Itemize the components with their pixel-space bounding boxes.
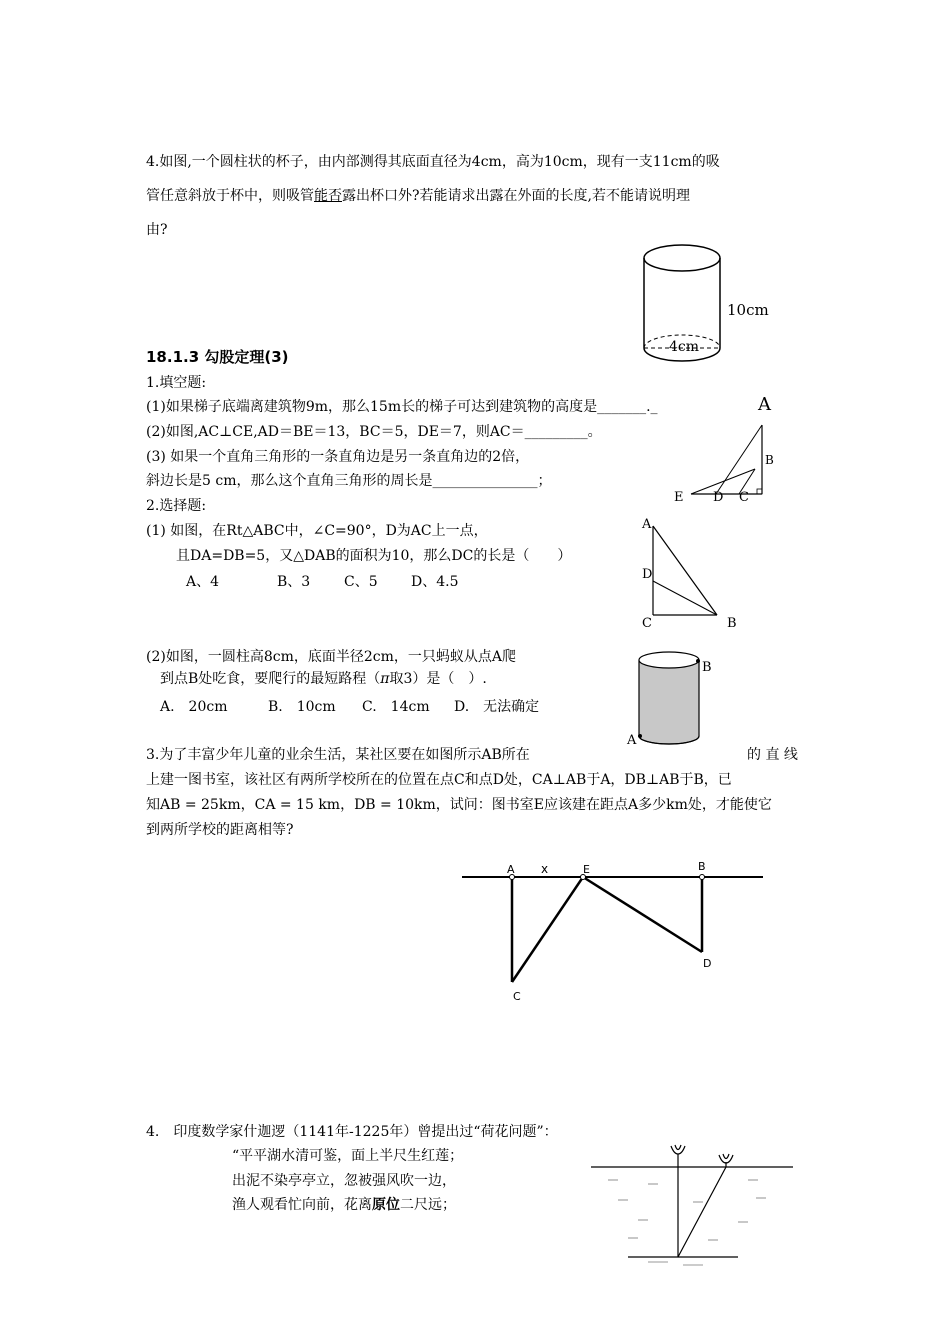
cup-cylinder-figure bbox=[640, 238, 780, 368]
cyl-point-b bbox=[696, 659, 700, 663]
choice-q1-line1: (1) 如图，在Rt△ABC中，∠C=90°，D为AC上一点， bbox=[146, 523, 488, 539]
q3-label-x: x bbox=[541, 862, 549, 876]
q3-line1-pre: 3.为了丰富少年儿童的业余生活，某社区要在如图所示AB所在 bbox=[146, 747, 530, 763]
q3-label-e: E bbox=[583, 863, 590, 876]
q3-line2: 上建一图书室，该社区有两所学校所在的位置在点C和点D处，CA⊥AB于A，DB⊥AB于B，已 bbox=[146, 772, 732, 788]
choice-q1-line2: 且DA=DB=5，又△DAB的面积为10，那么DC的长是（ ） bbox=[176, 548, 572, 564]
stem-blown bbox=[678, 1167, 726, 1257]
tri-label-c: C bbox=[642, 616, 652, 631]
q4-top-line1: 4.如图,一个圆柱状的杯子，由内部测得其底面直径为4cm，高为10cm，现有一支11cm的吸 bbox=[146, 154, 720, 170]
choice-q2-line2 bbox=[160, 669, 487, 689]
cyl-label-a: A bbox=[627, 733, 637, 748]
choice-q2-line2-post: 取3）是（ ）. bbox=[389, 671, 487, 687]
choice-q2-line2-pre: 到点B处吃食，要爬行的最短路程（ bbox=[160, 671, 381, 687]
tri-label-b: B bbox=[727, 616, 737, 631]
choice-q1-option-a: A、4 bbox=[186, 574, 220, 590]
tri-label-d: D bbox=[642, 567, 653, 582]
section-number: 18.1.3 bbox=[146, 348, 200, 366]
fill-q1: (1)如果梯子底端离建筑物9m，那么15m长的梯子可达到建筑物的高度是_______._ bbox=[146, 399, 658, 415]
fig-label-a: A bbox=[758, 394, 771, 415]
choice-q1-triangle-figure bbox=[635, 510, 755, 635]
choice-q2-line1: (2)如图，一圆柱高8cm，底面半径2cm，一只蚂蚁从点A爬 bbox=[146, 649, 516, 665]
fig-label-e: E bbox=[674, 490, 684, 505]
lotus-blown-icon bbox=[719, 1154, 733, 1163]
q3-line4: 到两所学校的距离相等? bbox=[146, 822, 294, 838]
cyl-top bbox=[639, 652, 699, 668]
cyl-point-a bbox=[638, 734, 642, 738]
q3-library-figure bbox=[460, 855, 770, 1005]
pi-symbol: π bbox=[380, 671, 390, 687]
q4-top-line2-underlined: 能否 bbox=[314, 188, 342, 204]
fill-q2: (2)如图,AC⊥CE,AD＝BE＝13，BC＝5，DE＝7，则AC＝_________。 bbox=[146, 424, 602, 440]
choice-q2-option-a: A. 20cm bbox=[160, 699, 228, 715]
fig-right-angle bbox=[757, 489, 762, 494]
q3-line-ed bbox=[583, 877, 702, 952]
q4-line1: 4. 印度数学家什迦逻（1141年-1225年）曾提出过“荷花问题”： bbox=[146, 1124, 558, 1140]
tri-db bbox=[653, 581, 717, 615]
choice-q1-option-d: D、4.5 bbox=[411, 574, 459, 590]
cup-height-label: 10cm bbox=[727, 301, 769, 319]
q4-top-line3: 由? bbox=[146, 222, 168, 238]
cup-top-ellipse bbox=[644, 245, 720, 271]
q4-top-line2-post: 露出杯口外?若能请求出露在外面的长度,若不能请说明理 bbox=[342, 188, 690, 204]
water-ripples bbox=[608, 1180, 766, 1265]
fig-label-d: D bbox=[713, 490, 724, 505]
tri-ab bbox=[653, 526, 717, 615]
fill-q3-line2: 斜边长是5 cm，那么这个直角三角形的周长是_______________； bbox=[146, 473, 552, 489]
q3-label-d: D bbox=[703, 957, 712, 970]
q3-line1-post: 的 直 线 bbox=[747, 747, 798, 763]
fig-label-b: B bbox=[765, 453, 774, 467]
cyl-label-b: B bbox=[702, 660, 712, 675]
lotus-upright-icon bbox=[671, 1145, 685, 1154]
choice-q1-option-b: B、3 bbox=[277, 574, 311, 590]
choice-heading: 2.选择题: bbox=[146, 498, 207, 514]
choice-q2-cylinder-figure bbox=[620, 648, 720, 748]
q4-poem-line3-post: 二尺远； bbox=[400, 1197, 456, 1213]
section-title-text: 勾股定理(3) bbox=[204, 348, 289, 366]
q4-top-line2 bbox=[146, 186, 690, 206]
fill-q3-line1: (3) 如果一个直角三角形的一条直角边是另一条直角边的2倍， bbox=[146, 449, 530, 465]
q3-point-b bbox=[700, 875, 705, 880]
q3-line-ce bbox=[512, 877, 583, 982]
cyl-body-cover bbox=[639, 660, 699, 736]
choice-q1-option-c: C、5 bbox=[344, 574, 378, 590]
q4-poem-line3-pre: 渔人观看忙向前，花离 bbox=[232, 1197, 372, 1213]
q3-label-b: B bbox=[698, 860, 706, 873]
q3-line3: 知AB = 25km，CA = 15 km，DB = 10km，试问：图书室E应该建在距点A多少km处，才能使它 bbox=[146, 797, 772, 813]
cup-diameter-label: 4cm bbox=[669, 339, 700, 355]
q3-label-c: C bbox=[513, 990, 521, 1003]
fig-line-ad bbox=[716, 425, 762, 494]
q4-poem-line2: 出泥不染亭亭立，忽被强风吹一边， bbox=[232, 1173, 456, 1189]
fig-label-c: C bbox=[739, 490, 749, 505]
fill-heading: 1.填空题: bbox=[146, 375, 207, 391]
choice-q2-option-c: C. 14cm bbox=[362, 699, 430, 715]
choice-q2-option-d: D. 无法确定 bbox=[454, 699, 540, 715]
q4-poem-line3-bold: 原位 bbox=[372, 1197, 400, 1213]
q4-poem-line3 bbox=[232, 1195, 456, 1215]
q4-poem-line1: “平平湖水清可鉴，面上半尺生红莲； bbox=[232, 1148, 464, 1164]
section-title bbox=[146, 347, 289, 367]
choice-q2-option-b: B. 10cm bbox=[268, 699, 336, 715]
lotus-figure bbox=[588, 1140, 798, 1270]
fill-triangle-figure bbox=[665, 392, 785, 507]
tri-label-a: A bbox=[642, 517, 652, 532]
q4-top-line2-pre: 管任意斜放于杯中，则吸管 bbox=[146, 188, 314, 204]
q3-label-a: A bbox=[507, 863, 515, 876]
